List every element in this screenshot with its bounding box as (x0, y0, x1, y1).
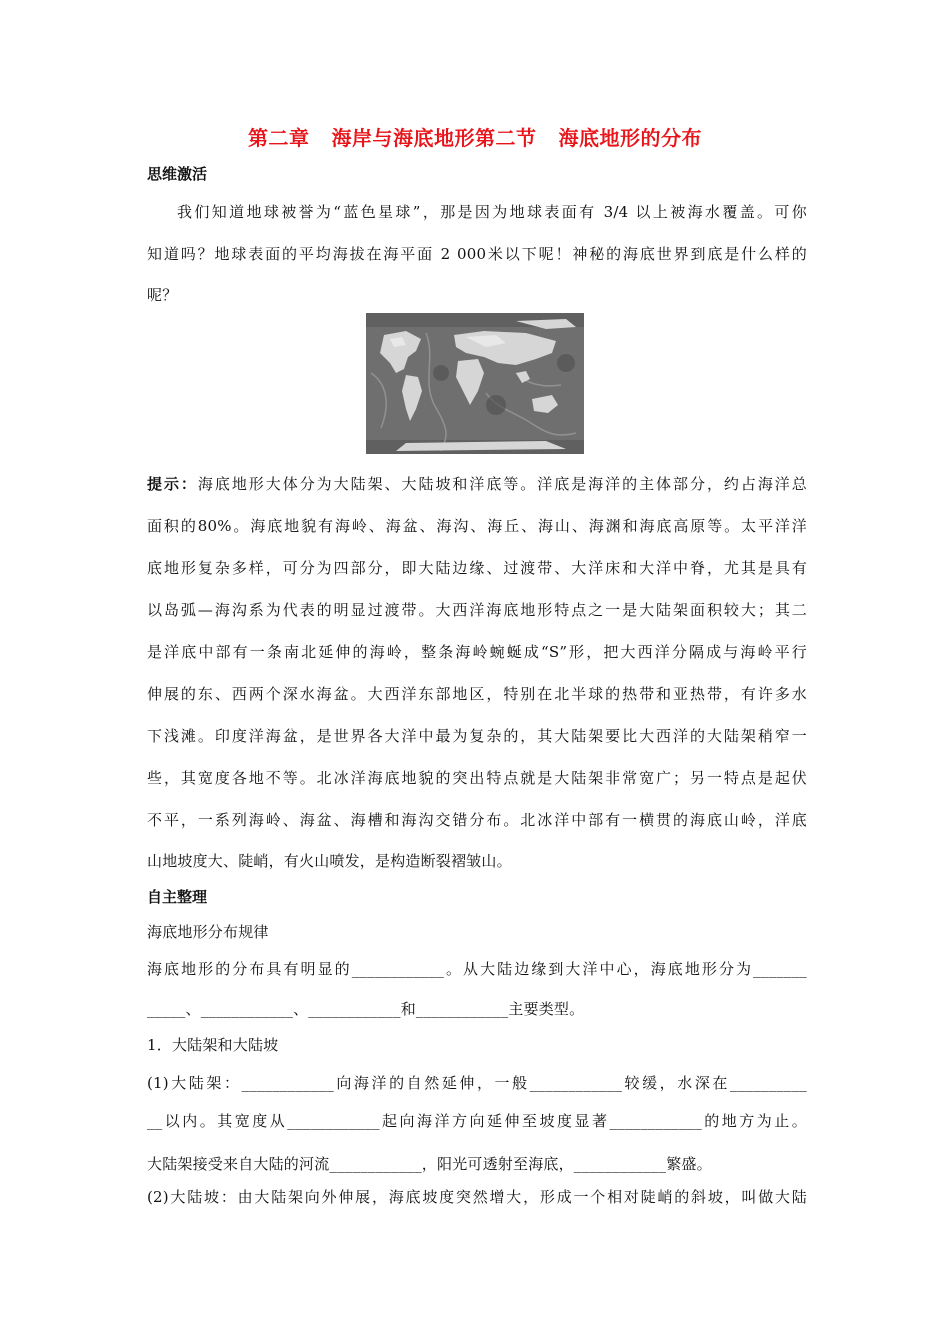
subheading: 海底地形分布规律 (147, 923, 269, 941)
exercise-line: 海底地形的分布具有明显的____________。从大陆边缘到大洋中心，海底地形分为_______ (147, 960, 807, 978)
chapter-title (0, 122, 950, 151)
heading-think: 思维激活 (147, 165, 208, 183)
exercise-line: (1)大陆架：____________向海洋的自然延伸，一般____________较缓，水深在__________ (147, 1074, 807, 1092)
exercise-line: __以内。其宽度从____________起向海洋方向延伸至坡度显著____________的地方为止。 (147, 1112, 807, 1130)
paragraph-line: 我们知道地球被誉为“蓝色星球”，那是因为地球表面有 3/4 以上被海水覆盖。可你 (177, 203, 807, 221)
hint-line: 些，其宽度各地不等。北冰洋海底地貌的突出特点就是大陆架非常宽广；另一特点是起伏 (147, 769, 807, 787)
hint-line: 底地形复杂多样，可分为四部分，即大陆边缘、过渡带、大洋床和大洋中脊，尤其是具有 (147, 559, 807, 577)
hint-line (147, 473, 807, 494)
hint-line: 是洋底中部有一条南北延伸的海岭，整条海岭蜿蜒成“S”形，把大西洋分隔成与海岭平行 (147, 643, 807, 661)
hint-label: 提示： (147, 475, 198, 493)
hint-first-line: 海底地形大体分为大陆架、大陆坡和洋底等。洋底是海洋的主体部分，约占海洋总 (197, 475, 807, 493)
world-map-icon (366, 313, 584, 454)
title-chapter: 第二章 (248, 126, 310, 150)
exercise-line: (2)大陆坡：由大陆架向外伸展，海底坡度突然增大，形成一个相对陡峭的斜坡，叫做大陆 (147, 1188, 807, 1206)
exercise-line: _____、____________、____________和____________主要类型。 (147, 1000, 585, 1018)
paragraph-line: 呢？ (147, 286, 178, 304)
title-section: 海岸与海底地形第二节 (331, 126, 537, 150)
paragraph-line: 知道吗？地球表面的平均海拔在海平面 2 000米以下呢！神秘的海底世界到底是什么样的 (147, 245, 807, 263)
heading-self: 自主整理 (147, 888, 208, 906)
exercise-line: 大陆架接受来自大陆的河流____________，阳光可透射至海底，____________繁盛。 (147, 1155, 712, 1173)
hint-line: 下浅滩。印度洋海盆，是世界各大洋中最为复杂的，其大陆架要比大西洋的大陆架稍窄一 (147, 727, 807, 745)
hint-line: 以岛弧—海沟系为代表的明显过渡带。大西洋海底地形特点之一是大陆架面积较大；其二 (147, 601, 807, 619)
hint-line: 面积的80%。海底地貌有海岭、海盆、海沟、海丘、海山、海渊和海底高原等。太平洋洋 (147, 517, 807, 535)
hint-line: 山地坡度大、陡峭，有火山喷发，是构造断裂褶皱山。 (147, 852, 512, 870)
title-topic: 海底地形的分布 (558, 126, 702, 150)
hint-line: 不平，一系列海岭、海盆、海槽和海沟交错分布。北冰洋中部有一横贯的海底山岭，洋底 (147, 811, 807, 829)
seafloor-map-image (366, 313, 584, 454)
exercise-line: 1．大陆架和大陆坡 (147, 1036, 279, 1054)
hint-line: 伸展的东、西两个深水海盆。大西洋东部地区，特别在北半球的热带和亚热带，有许多水 (147, 685, 807, 703)
